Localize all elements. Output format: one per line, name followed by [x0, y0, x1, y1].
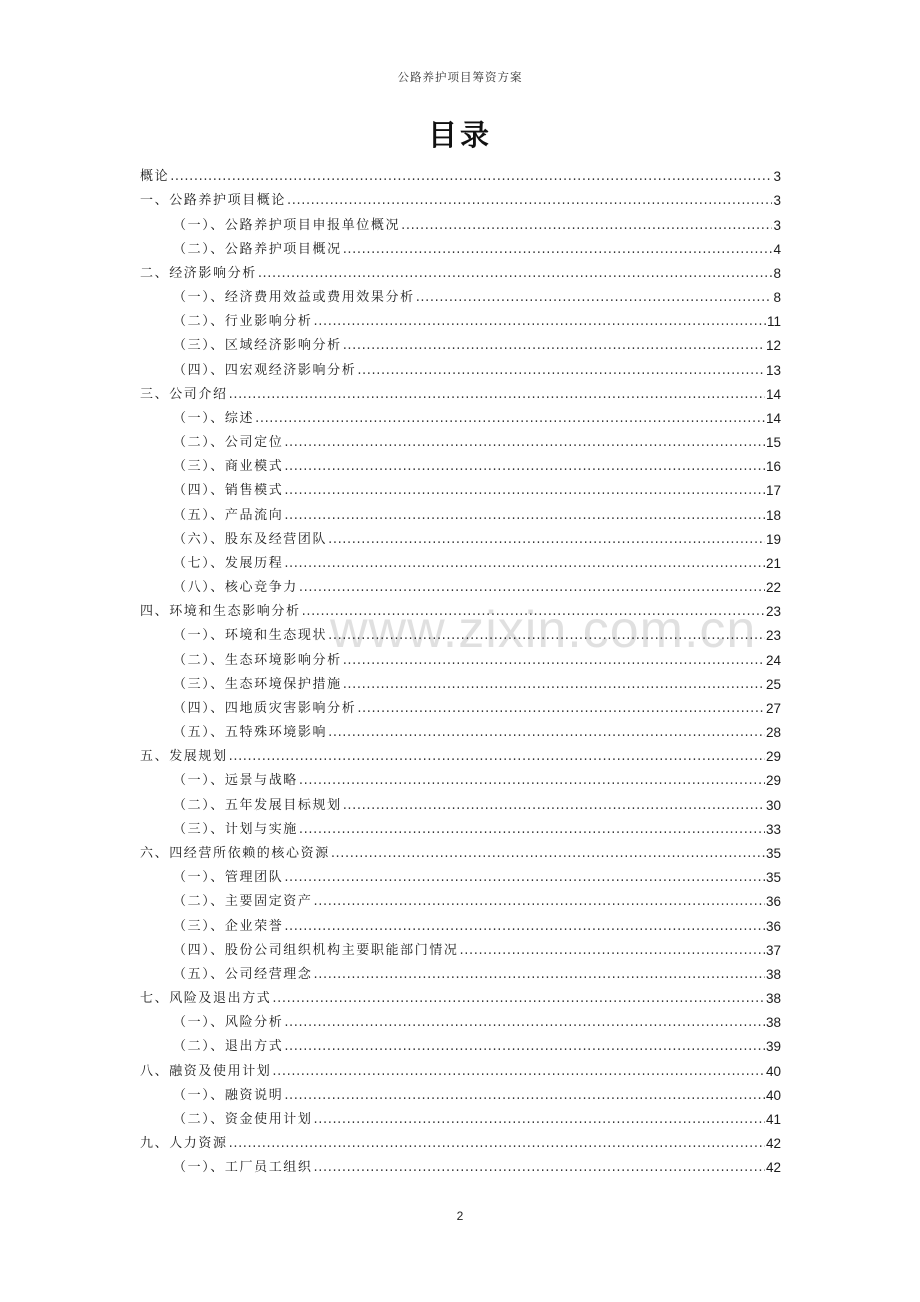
- toc-link[interactable]: [173, 290, 781, 306]
- toc-subentry[interactable]: [140, 620, 781, 644]
- toc-dot-leader: [460, 943, 765, 959]
- toc-link[interactable]: [140, 604, 781, 620]
- toc-link[interactable]: [173, 556, 781, 572]
- toc-link[interactable]: [140, 749, 781, 765]
- toc-entry-page: 40: [765, 1063, 781, 1079]
- toc-link[interactable]: [173, 919, 781, 935]
- toc-entry-label: （一）、工厂员工组织: [173, 1160, 313, 1176]
- toc-subentry[interactable]: [140, 1104, 781, 1128]
- toc-entry-page: 27: [765, 700, 781, 716]
- toc-subentry[interactable]: [140, 234, 781, 258]
- toc-dot-leader: [314, 1112, 765, 1128]
- toc-entry-label: （三）、计划与实施: [173, 821, 298, 837]
- toc-entry-page: 11: [766, 314, 781, 330]
- toc-entry-page: 25: [765, 676, 781, 692]
- toc-link[interactable]: [173, 1112, 781, 1128]
- toc-entry-page: 29: [765, 773, 781, 789]
- toc-dot-leader: [328, 532, 765, 548]
- toc-entry[interactable]: [140, 1128, 781, 1152]
- toc-entry-page: 42: [765, 1136, 781, 1152]
- toc-entry-page: 4: [773, 241, 781, 257]
- toc-link[interactable]: [173, 1088, 781, 1104]
- toc-subentry[interactable]: [140, 330, 781, 354]
- toc-subentry[interactable]: [140, 427, 781, 451]
- toc-entry-page: 24: [765, 652, 781, 668]
- toc-link[interactable]: [173, 1039, 781, 1055]
- toc-link[interactable]: [173, 483, 781, 499]
- toc-subentry[interactable]: [140, 354, 781, 378]
- toc-dot-leader: [284, 483, 765, 499]
- toc-dot-leader: [401, 218, 772, 234]
- toc-dot-leader: [284, 556, 765, 572]
- toc-dot-leader: [343, 677, 765, 693]
- toc-entry-page: 42: [765, 1160, 781, 1176]
- toc-dot-leader: [314, 314, 766, 330]
- toc-entry-label: 九、人力资源: [140, 1136, 228, 1152]
- toc-entry-page: 3: [773, 169, 781, 185]
- toc-entry[interactable]: [140, 379, 781, 403]
- toc-dot-leader: [343, 338, 765, 354]
- toc-link[interactable]: [140, 846, 781, 862]
- toc-entry-label: （二）、公路养护项目概况: [173, 241, 342, 257]
- toc-dot-leader: [284, 508, 765, 524]
- toc-dot-leader: [258, 266, 773, 282]
- toc-entry-page: 23: [765, 604, 781, 620]
- toc-entry-label: （一）、管理团队: [173, 870, 284, 886]
- toc-entry-label: （二）、行业影响分析: [173, 314, 313, 330]
- toc-dot-leader: [284, 1015, 765, 1031]
- toc-subentry[interactable]: [140, 765, 781, 789]
- toc-entry-page: 40: [765, 1087, 781, 1103]
- toc-entry-label: （三）、生态环境保护措施: [173, 676, 342, 692]
- toc-entry-label: （二）、生态环境影响分析: [173, 652, 342, 668]
- toc-entry-label: （一）、融资说明: [173, 1087, 284, 1103]
- toc-link[interactable]: [173, 314, 781, 330]
- toc-entry-label: （五）、公司经营理念: [173, 966, 313, 982]
- toc-dot-leader: [357, 701, 765, 717]
- toc-link[interactable]: [173, 508, 781, 524]
- toc-subentry[interactable]: [140, 669, 781, 693]
- toc-entry-label: 二、经济影响分析: [140, 265, 257, 281]
- toc-entry-label: （二）、退出方式: [173, 1039, 284, 1055]
- toc-entry-label: （一）、综述: [173, 410, 255, 426]
- watermark: www.zixin.com.cn: [330, 601, 757, 659]
- toc-entry-label: （二）、主要固定资产: [173, 894, 313, 910]
- toc-dot-leader: [314, 967, 765, 983]
- toc-subentry[interactable]: [140, 644, 781, 668]
- toc-entry-page: 14: [765, 410, 781, 426]
- toc-entry-label: （四）、销售模式: [173, 483, 284, 499]
- toc-entry-page: 18: [765, 507, 781, 523]
- toc-entry-page: 3: [773, 193, 781, 209]
- toc-link[interactable]: [140, 991, 781, 1007]
- toc-entry-label: （一）、经济费用效益或费用效果分析: [173, 290, 415, 306]
- toc-entry-page: 19: [765, 531, 781, 547]
- toc-dot-leader: [229, 1136, 765, 1152]
- toc-entry-page: 37: [765, 942, 781, 958]
- toc-subentry[interactable]: [140, 524, 781, 548]
- toc-entry-page: 33: [765, 821, 781, 837]
- toc-subentry[interactable]: [140, 499, 781, 523]
- toc-entry-page: 38: [765, 966, 781, 982]
- toc-link[interactable]: [173, 532, 781, 548]
- toc-dot-leader: [255, 411, 765, 427]
- toc-dot-leader: [284, 1088, 765, 1104]
- toc-link[interactable]: [173, 459, 781, 475]
- toc-subentry[interactable]: [140, 306, 781, 330]
- toc-entry-label: （一）、公路养护项目申报单位概况: [173, 217, 401, 233]
- toc-entry-label: （八）、核心竞争力: [173, 580, 298, 596]
- toc-entry-label: 七、风险及退出方式: [140, 991, 272, 1007]
- toc-entry-page: 15: [765, 435, 781, 451]
- toc-entry-label: （四）、四地质灾害影响分析: [173, 700, 357, 716]
- toc-entry-page: 35: [765, 870, 781, 886]
- toc-entry[interactable]: [140, 838, 781, 862]
- toc-dot-leader: [284, 870, 765, 886]
- toc-entry-label: （四）、四宏观经济影响分析: [173, 362, 357, 378]
- toc-entry-page: 14: [765, 386, 781, 402]
- toc-link[interactable]: [140, 1064, 781, 1080]
- toc-dot-leader: [272, 991, 765, 1007]
- toc-entry-page: 39: [765, 1039, 781, 1055]
- toc-entry-label: （一）、环境和生态现状: [173, 628, 328, 644]
- toc-link[interactable]: [173, 1015, 781, 1031]
- toc-entry-label: （三）、商业模式: [173, 459, 284, 475]
- toc-dot-leader: [314, 894, 765, 910]
- toc-subentry[interactable]: [140, 451, 781, 475]
- toc-entry-page: 22: [765, 580, 781, 596]
- toc-entry[interactable]: [140, 596, 781, 620]
- toc-dot-leader: [299, 580, 765, 596]
- toc-entry[interactable]: [140, 741, 781, 765]
- toc-dot-leader: [229, 387, 765, 403]
- toc-link[interactable]: [173, 822, 781, 838]
- toc-dot-leader: [299, 773, 765, 789]
- toc-link[interactable]: [173, 773, 781, 789]
- toc-entry-label: （六）、股东及经营团队: [173, 531, 328, 547]
- toc-entry-page: 13: [765, 362, 781, 378]
- toc-entry[interactable]: [140, 258, 781, 282]
- toc-entry-label: （五）、产品流向: [173, 507, 284, 523]
- toc-dot-leader: [416, 290, 773, 306]
- toc-subentry[interactable]: [140, 693, 781, 717]
- toc-subentry[interactable]: [140, 475, 781, 499]
- toc-dot-leader: [272, 1064, 765, 1080]
- toc-entry-label: 五、发展规划: [140, 749, 228, 765]
- toc-link[interactable]: [173, 363, 781, 379]
- toc-link[interactable]: [173, 677, 781, 693]
- toc-dot-leader: [343, 653, 765, 669]
- toc-entry[interactable]: [140, 1055, 781, 1079]
- toc-entry-page: 23: [765, 628, 781, 644]
- toc-entry-label: （一）、远景与战略: [173, 773, 298, 789]
- toc-entry-page: 36: [765, 894, 781, 910]
- toc-subentry[interactable]: [140, 1152, 781, 1176]
- toc-subentry[interactable]: [140, 789, 781, 813]
- toc-dot-leader: [357, 363, 765, 379]
- toc-entry-page: 17: [765, 483, 781, 499]
- toc-dot-leader: [343, 798, 765, 814]
- toc-subentry[interactable]: [140, 886, 781, 910]
- toc-subentry[interactable]: [140, 572, 781, 596]
- toc-dot-leader: [302, 604, 765, 620]
- toc-entry-page: 12: [765, 338, 781, 354]
- toc-link[interactable]: [173, 725, 781, 741]
- toc-subentry[interactable]: [140, 959, 781, 983]
- toc-subentry[interactable]: [140, 548, 781, 572]
- toc-entry-label: （四）、股份公司组织机构主要职能部门情况: [173, 942, 459, 958]
- toc-dot-leader: [299, 822, 765, 838]
- toc-link[interactable]: [140, 266, 781, 282]
- toc-dot-leader: [331, 846, 765, 862]
- toc-subentry[interactable]: [140, 209, 781, 233]
- toc-link[interactable]: [173, 242, 781, 258]
- toc-dot-leader: [284, 1039, 765, 1055]
- toc-link[interactable]: [173, 943, 781, 959]
- toc-entry-page: 29: [765, 749, 781, 765]
- toc-entry-page: 3: [773, 217, 781, 233]
- toc-entry-page: 38: [765, 991, 781, 1007]
- toc-link[interactable]: [173, 580, 781, 596]
- toc-entry-label: （一）、风险分析: [173, 1015, 284, 1031]
- toc-dot-leader: [284, 459, 765, 475]
- toc-link[interactable]: [173, 1160, 781, 1176]
- toc-title: 目录: [427, 118, 492, 152]
- toc-entry-label: （三）、企业荣誉: [173, 918, 284, 934]
- toc-entry-page: 41: [765, 1111, 781, 1127]
- toc-subentry[interactable]: [140, 1031, 781, 1055]
- toc-entry-label: 概论: [140, 169, 170, 185]
- toc-link[interactable]: [140, 169, 781, 185]
- toc-subentry[interactable]: [140, 1080, 781, 1104]
- toc-link[interactable]: [173, 894, 781, 910]
- toc-subentry[interactable]: [140, 1007, 781, 1031]
- toc-entry-page: 8: [773, 290, 781, 306]
- table-of-contents: [140, 161, 781, 1176]
- toc-entry-label: 一、公路养护项目概论: [140, 193, 287, 209]
- toc-dot-leader: [328, 725, 765, 741]
- toc-subentry[interactable]: [140, 717, 781, 741]
- toc-dot-leader: [170, 169, 772, 185]
- toc-subentry[interactable]: [140, 403, 781, 427]
- toc-dot-leader: [229, 749, 765, 765]
- toc-entry-page: 30: [765, 797, 781, 813]
- toc-link[interactable]: [173, 870, 781, 886]
- toc-dot-leader: [287, 193, 772, 209]
- toc-dot-leader: [284, 435, 765, 451]
- toc-entry-page: 36: [765, 918, 781, 934]
- toc-entry-label: （二）、资金使用计划: [173, 1111, 313, 1127]
- toc-link[interactable]: [173, 435, 781, 451]
- toc-link[interactable]: [173, 653, 781, 669]
- toc-link[interactable]: [140, 387, 781, 403]
- toc-dot-leader: [314, 1160, 765, 1176]
- toc-dot-leader: [328, 628, 765, 644]
- toc-entry-label: 八、融资及使用计划: [140, 1063, 272, 1079]
- toc-link[interactable]: [173, 338, 781, 354]
- toc-subentry[interactable]: [140, 282, 781, 306]
- toc-entry-label: （二）、公司定位: [173, 435, 284, 451]
- toc-entry-label: （二）、五年发展目标规划: [173, 797, 342, 813]
- toc-entry-page: 28: [765, 725, 781, 741]
- toc-entry-label: 三、公司介绍: [140, 386, 228, 402]
- toc-dot-leader: [343, 242, 773, 258]
- toc-entry-page: 35: [765, 845, 781, 861]
- toc-entry-label: （五）、五特殊环境影响: [173, 725, 328, 741]
- toc-subentry[interactable]: [140, 935, 781, 959]
- page-number: 2: [456, 1209, 464, 1223]
- toc-dot-leader: [284, 919, 765, 935]
- toc-subentry[interactable]: [140, 862, 781, 886]
- toc-entry-page: 8: [773, 265, 781, 281]
- toc-entry-label: （七）、发展历程: [173, 555, 284, 571]
- toc-link[interactable]: [173, 701, 781, 717]
- toc-link[interactable]: [173, 411, 781, 427]
- toc-entry[interactable]: [140, 983, 781, 1007]
- toc-link[interactable]: [173, 218, 781, 234]
- toc-entry-label: 四、环境和生态影响分析: [140, 604, 301, 620]
- toc-subentry[interactable]: [140, 910, 781, 934]
- toc-link[interactable]: [173, 628, 781, 644]
- toc-link[interactable]: [140, 1136, 781, 1152]
- toc-entry-label: 六、四经营所依赖的核心资源: [140, 845, 330, 861]
- running-header: 公路养护项目筹资方案: [397, 70, 523, 84]
- toc-link[interactable]: [140, 193, 781, 209]
- toc-entry-page: 21: [765, 555, 781, 571]
- toc-link[interactable]: [173, 798, 781, 814]
- toc-entry[interactable]: [140, 161, 781, 185]
- toc-entry[interactable]: [140, 185, 781, 209]
- toc-link[interactable]: [173, 967, 781, 983]
- toc-entry-page: 38: [765, 1015, 781, 1031]
- toc-entry-label: （三）、区域经济影响分析: [173, 338, 342, 354]
- toc-subentry[interactable]: [140, 814, 781, 838]
- toc-entry-page: 16: [765, 459, 781, 475]
